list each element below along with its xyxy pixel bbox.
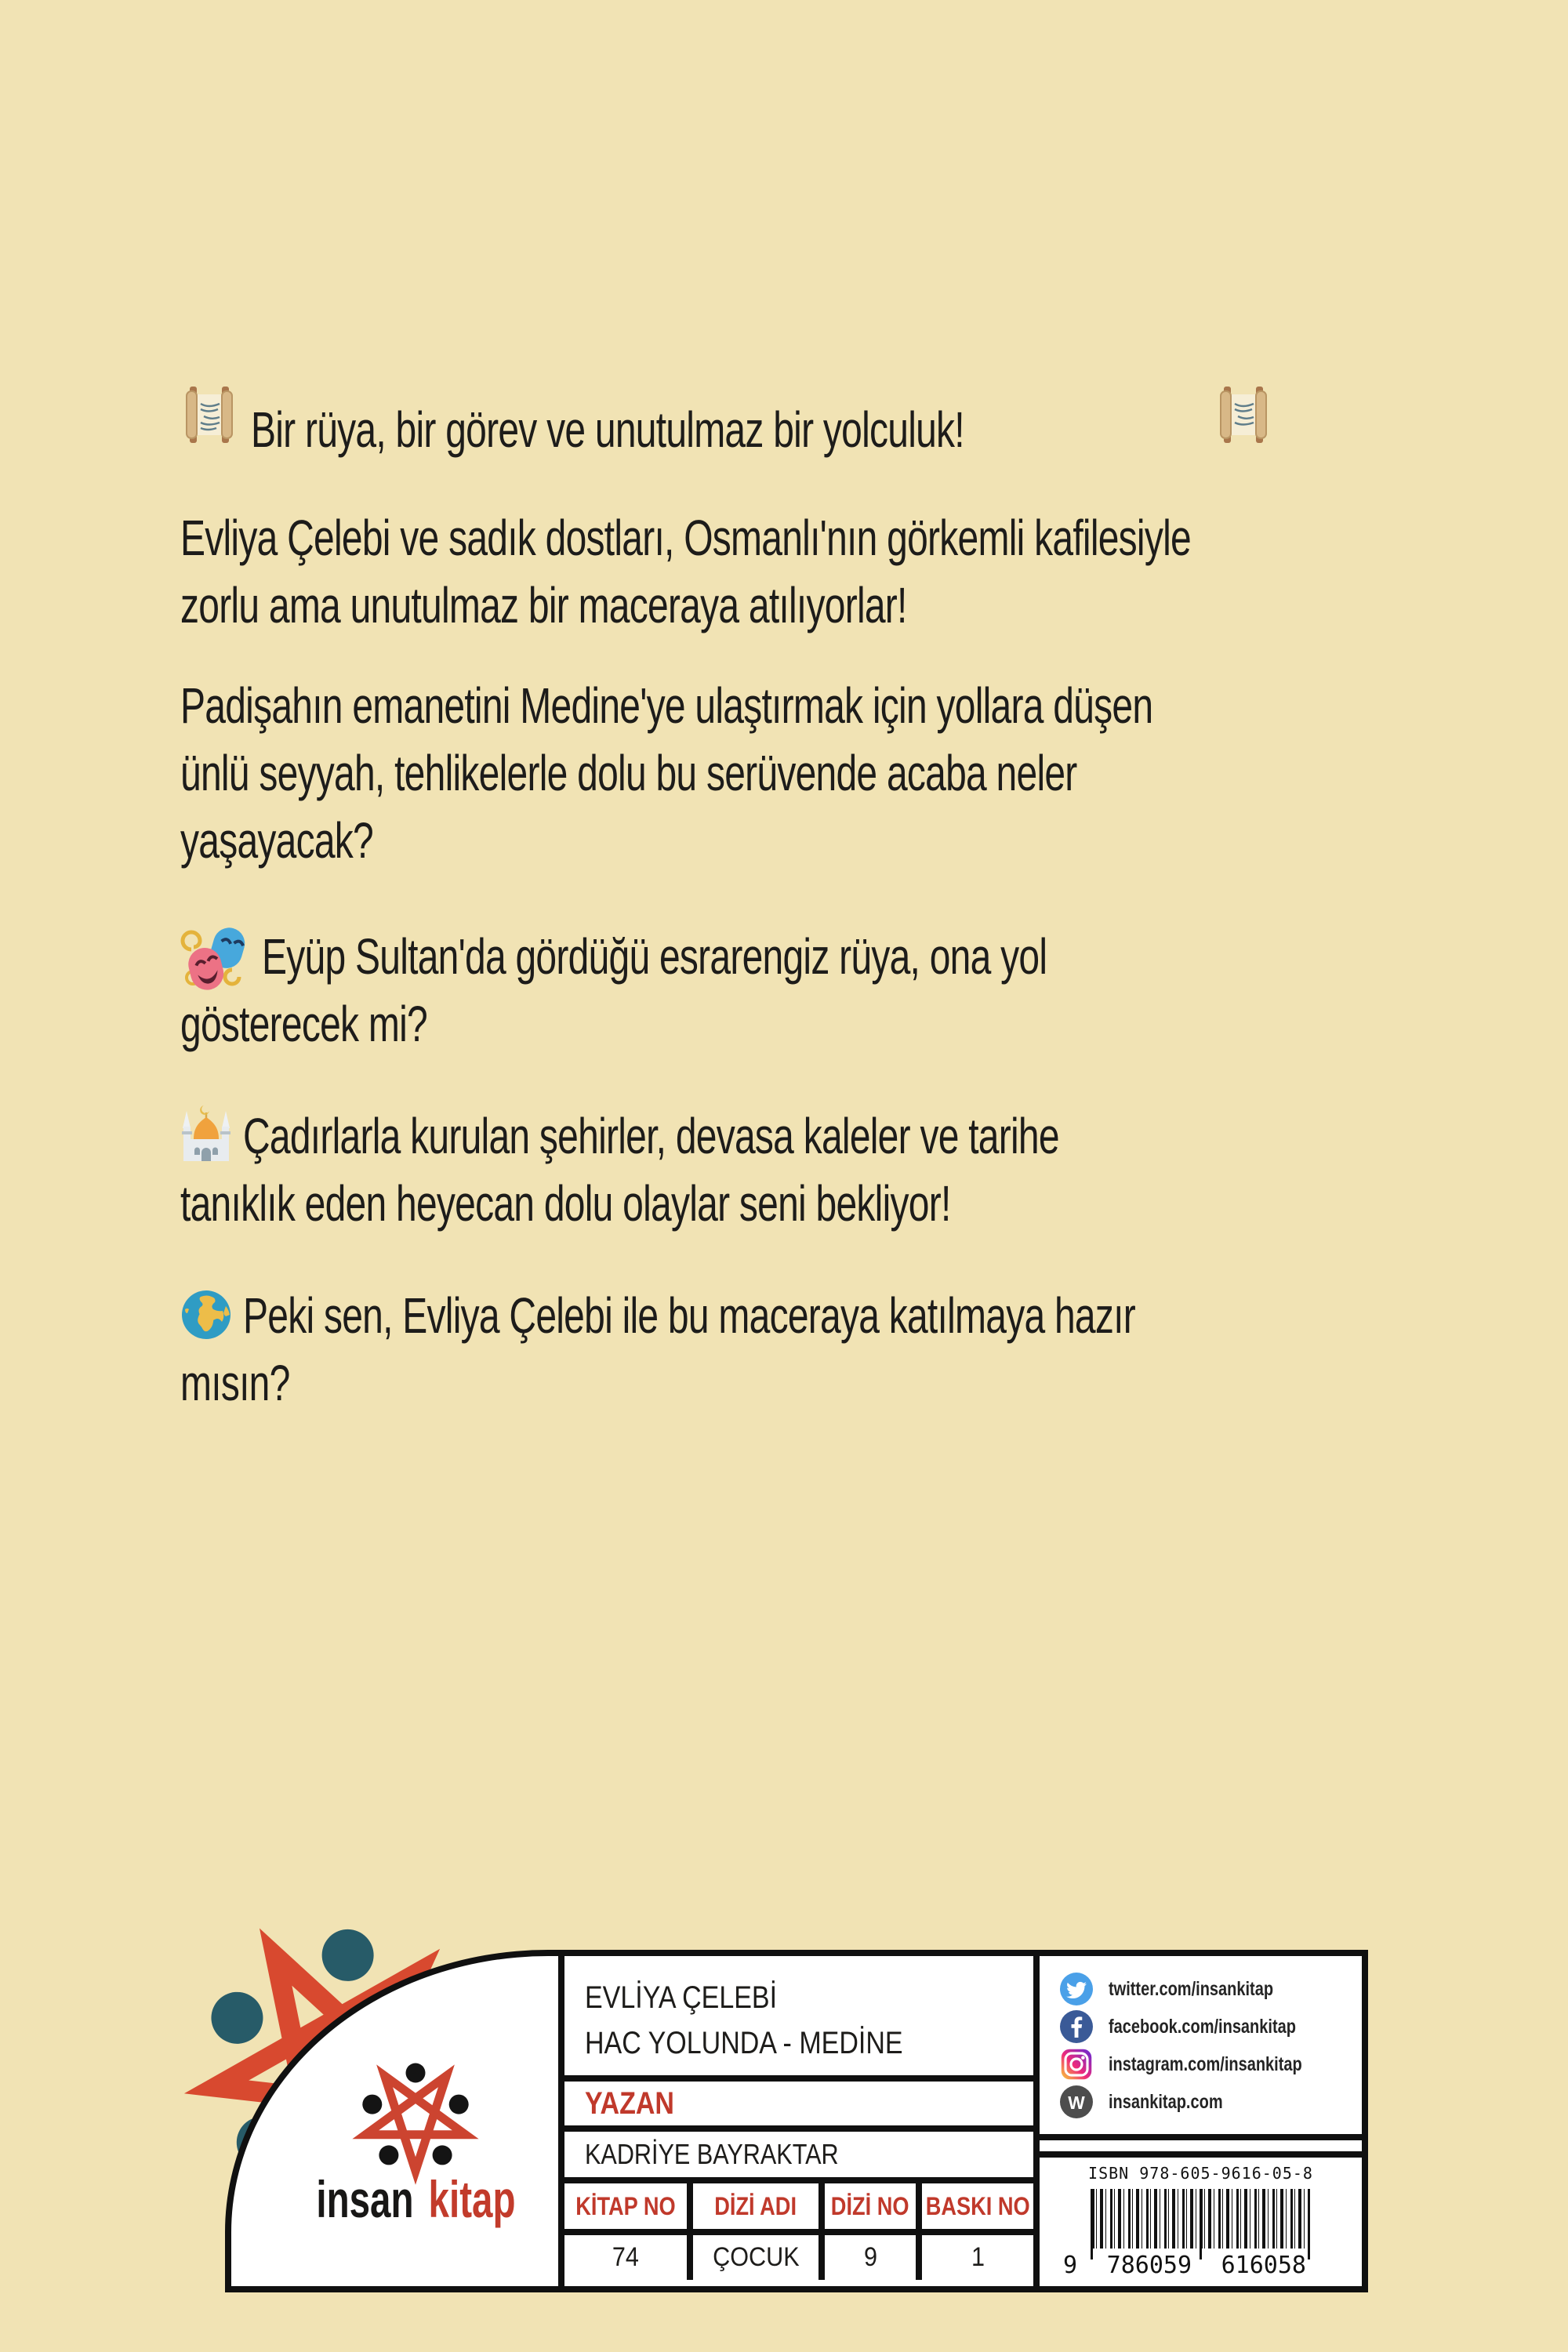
scroll-icon	[180, 385, 238, 475]
paragraph-1	[180, 504, 1528, 639]
value-baski-no: 1	[916, 2235, 1033, 2280]
text-line: tanıklık eden heyecan dolu olaylar seni bekliyor!	[180, 1175, 951, 1232]
paragraph-4	[180, 1102, 1331, 1237]
social-row-twitter	[1060, 1970, 1362, 2008]
social-row-facebook	[1060, 2008, 1362, 2045]
text-line: Padişahın emanetini Medine'ye ulaştırmak için yollara düşen	[180, 677, 1153, 734]
instagram-icon	[1060, 2048, 1093, 2081]
author-label-cell	[564, 2082, 1033, 2132]
value-kitap-no: 74	[612, 2242, 640, 2272]
text-line: ünlü seyyah, tehlikelerle dolu bu serüvende acaba neler	[180, 745, 1077, 801]
website-icon	[1060, 2085, 1093, 2118]
table-header-row	[564, 2183, 1033, 2235]
isbn-digit-group: 9	[1063, 2252, 1078, 2279]
facebook-icon	[1060, 2010, 1093, 2043]
social-row-instagram	[1060, 2045, 1362, 2083]
value-dizi-adi: ÇOCUK	[687, 2235, 818, 2280]
isbn-digit-group: 786059	[1106, 2252, 1192, 2279]
social-label: twitter.com/insankitap	[1109, 1977, 1274, 2000]
author-name-cell	[564, 2132, 1033, 2183]
text-line: Peki sen, Evliya Çelebi ile bu maceraya katılmaya hazır	[243, 1287, 1135, 1344]
paragraph-2	[180, 672, 1477, 874]
author-label: YAZAN	[585, 2085, 674, 2121]
isbn-digits	[1063, 2252, 1306, 2279]
isbn-barcode-box	[1033, 2151, 1368, 2292]
barcode-guard	[1200, 2189, 1202, 2259]
value-dizi-no: 9	[818, 2235, 916, 2280]
wordmark-insan: insan	[315, 2170, 414, 2228]
headline-text: Bir rüya, bir görev ve unutulmaz bir yolculuk!	[251, 401, 964, 458]
text-line: yaşayacak?	[180, 812, 373, 869]
isbn-digit-group: 616058	[1221, 2252, 1306, 2279]
headline	[180, 396, 1272, 463]
text-line: Eyüp Sultan'da gördüğü esrarengiz rüya, ona yol	[262, 928, 1047, 985]
publisher-wordmark	[259, 2170, 572, 2228]
insan-kitap-logo-icon	[345, 2048, 486, 2189]
book-title-line2: HAC YOLUNDA - MEDİNE	[585, 2026, 903, 2060]
table-value-row	[564, 2235, 1033, 2280]
twitter-icon	[1060, 1973, 1093, 2005]
social-label: insankitap.com	[1109, 2090, 1223, 2113]
text-line: gösterecek mi?	[180, 996, 427, 1052]
isbn-label: ISBN 978-605-9616-05-8	[1088, 2164, 1313, 2183]
text-line: zorlu ama unutulmaz bir maceraya atılıyorlar!	[180, 577, 907, 633]
book-title-line1: EVLİYA ÇELEBİ	[585, 1980, 778, 2015]
header-kitap-no: KİTAP NO	[575, 2191, 676, 2220]
wordmark-kitap: kitap	[428, 2170, 516, 2228]
social-label: instagram.com/insankitap	[1109, 2053, 1302, 2075]
book-title-cell	[564, 1956, 1033, 2082]
social-links-box	[1033, 1950, 1368, 2140]
text-line: Çadırlarla kurulan şehirler, devasa kaleler ve tarihe	[243, 1108, 1059, 1164]
header-dizi-no: DİZİ NO	[818, 2183, 916, 2229]
header-baski-no: BASKI NO	[916, 2183, 1033, 2229]
svg-text:W: W	[1068, 2092, 1085, 2113]
social-row-website	[1060, 2083, 1362, 2121]
text-line: mısın?	[180, 1355, 290, 1411]
header-dizi-adi: DİZİ ADI	[687, 2183, 818, 2229]
text-line: Evliya Çelebi ve sadık dostları, Osmanlı'nın görkemli kafilesiyle	[180, 510, 1191, 566]
paragraph-3	[180, 923, 1308, 1058]
scroll-icon	[1214, 385, 1272, 475]
author-name: KADRİYE BAYRAKTAR	[585, 2138, 839, 2170]
book-info-table	[558, 1950, 1040, 2292]
barcode-guard	[1091, 2189, 1093, 2259]
barcode-guard	[1308, 2189, 1310, 2259]
paragraph-5	[180, 1282, 1432, 1417]
social-label: facebook.com/insankitap	[1109, 2015, 1296, 2038]
